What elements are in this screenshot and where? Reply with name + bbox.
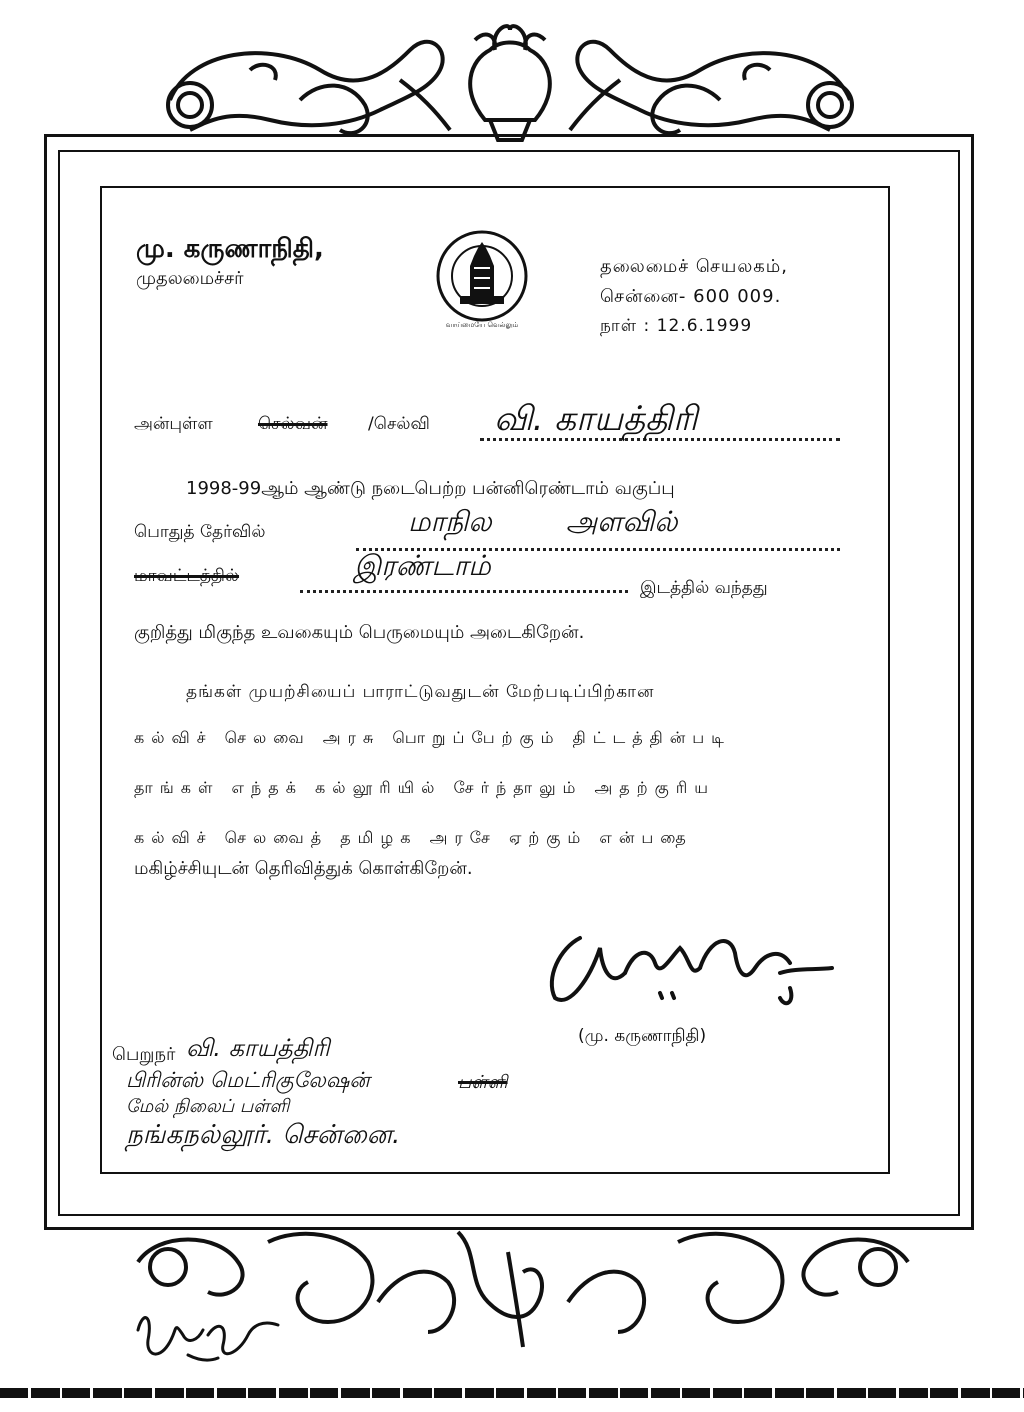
body-line1: 1998-99ஆம் ஆண்டு நடைபெற்ற பன்னிரெண்டாம் வகுப்பு <box>186 478 675 499</box>
body-line4: குறித்து மிகுந்த உவகையும் பெருமையும் அடைகிறேன். <box>134 622 585 643</box>
letter-date: நாள் : 12.6.1999 <box>600 316 753 336</box>
addressee-line2-struck: பள்ளி <box>458 1072 508 1093</box>
inner-frame <box>100 186 890 1174</box>
addressee-line2: பிரின்ஸ் மெட்ரிகுலேஷன் <box>126 1068 370 1092</box>
svg-text:வாய்மையே வெல்லும்: வாய்மையே வெல்லும் <box>445 321 519 329</box>
salutation-prefix: அன்புள்ள <box>134 414 213 434</box>
addressee-line3: மேல் நிலைப் பள்ளி <box>126 1096 290 1117</box>
office-address-line1: தலைமைச் செயலகம், <box>600 256 788 277</box>
para2-line3: தாங்கள் எந்தக் கல்லூரியில் சேர்ந்தாலும் அதற்குரிய <box>134 778 715 797</box>
signatory-name: (மு. கருணாநிதி) <box>578 1026 707 1046</box>
para2-line5: மகிழ்ச்சியுடன் தெரிவித்துக் கொள்கிறேன். <box>134 858 473 879</box>
body-line3-handwritten: இரண்டாம் <box>354 549 491 582</box>
bottom-scribble-signature <box>128 1300 288 1370</box>
body-line2-handwritten-a: மாநில <box>408 505 492 538</box>
para2-line1: தங்கள் முயற்சியைப் பாராட்டுவதுடன் மேற்படிப்பிற்கான <box>186 682 655 702</box>
chief-minister-signature <box>540 918 840 1018</box>
sender-title: முதலமைச்சர் <box>136 268 244 289</box>
office-address-line2: சென்னை- 600 009. <box>600 286 782 307</box>
salutation-separator: /செல்வி <box>368 414 430 434</box>
salutation-struck-word: செல்வன் <box>258 414 328 434</box>
para2-line4: கல்விச் செலவைத் தமிழக அரசே ஏற்கும் என்பதை <box>134 828 693 847</box>
body-line3-tail: இடத்தில் வந்தது <box>640 578 768 598</box>
recipient-name-handwritten: வி. காயத்திரி <box>494 399 698 439</box>
body-line3-dotted <box>300 590 628 593</box>
body-line3-struck-label: மாவட்டத்தில் <box>134 566 240 586</box>
sender-name: மு. கருணாநிதி, <box>136 234 324 264</box>
tamil-nadu-emblem <box>430 226 534 330</box>
addressee-label: பெறுநர் <box>112 1044 176 1065</box>
body-line2-handwritten-b: அளவில் <box>566 505 678 538</box>
scan-edge-bar <box>0 1388 1024 1398</box>
body-line2-label: பொதுத் தேர்வில் <box>134 522 266 542</box>
para2-line2: கல்விச் செலவை அரசு பொறுப்பேற்கும் திட்டத்தின்படி <box>134 728 731 747</box>
addressee-name: வி. காயத்திரி <box>186 1034 330 1062</box>
addressee-line4: நங்கநல்லூர். சென்னை. <box>126 1120 401 1150</box>
